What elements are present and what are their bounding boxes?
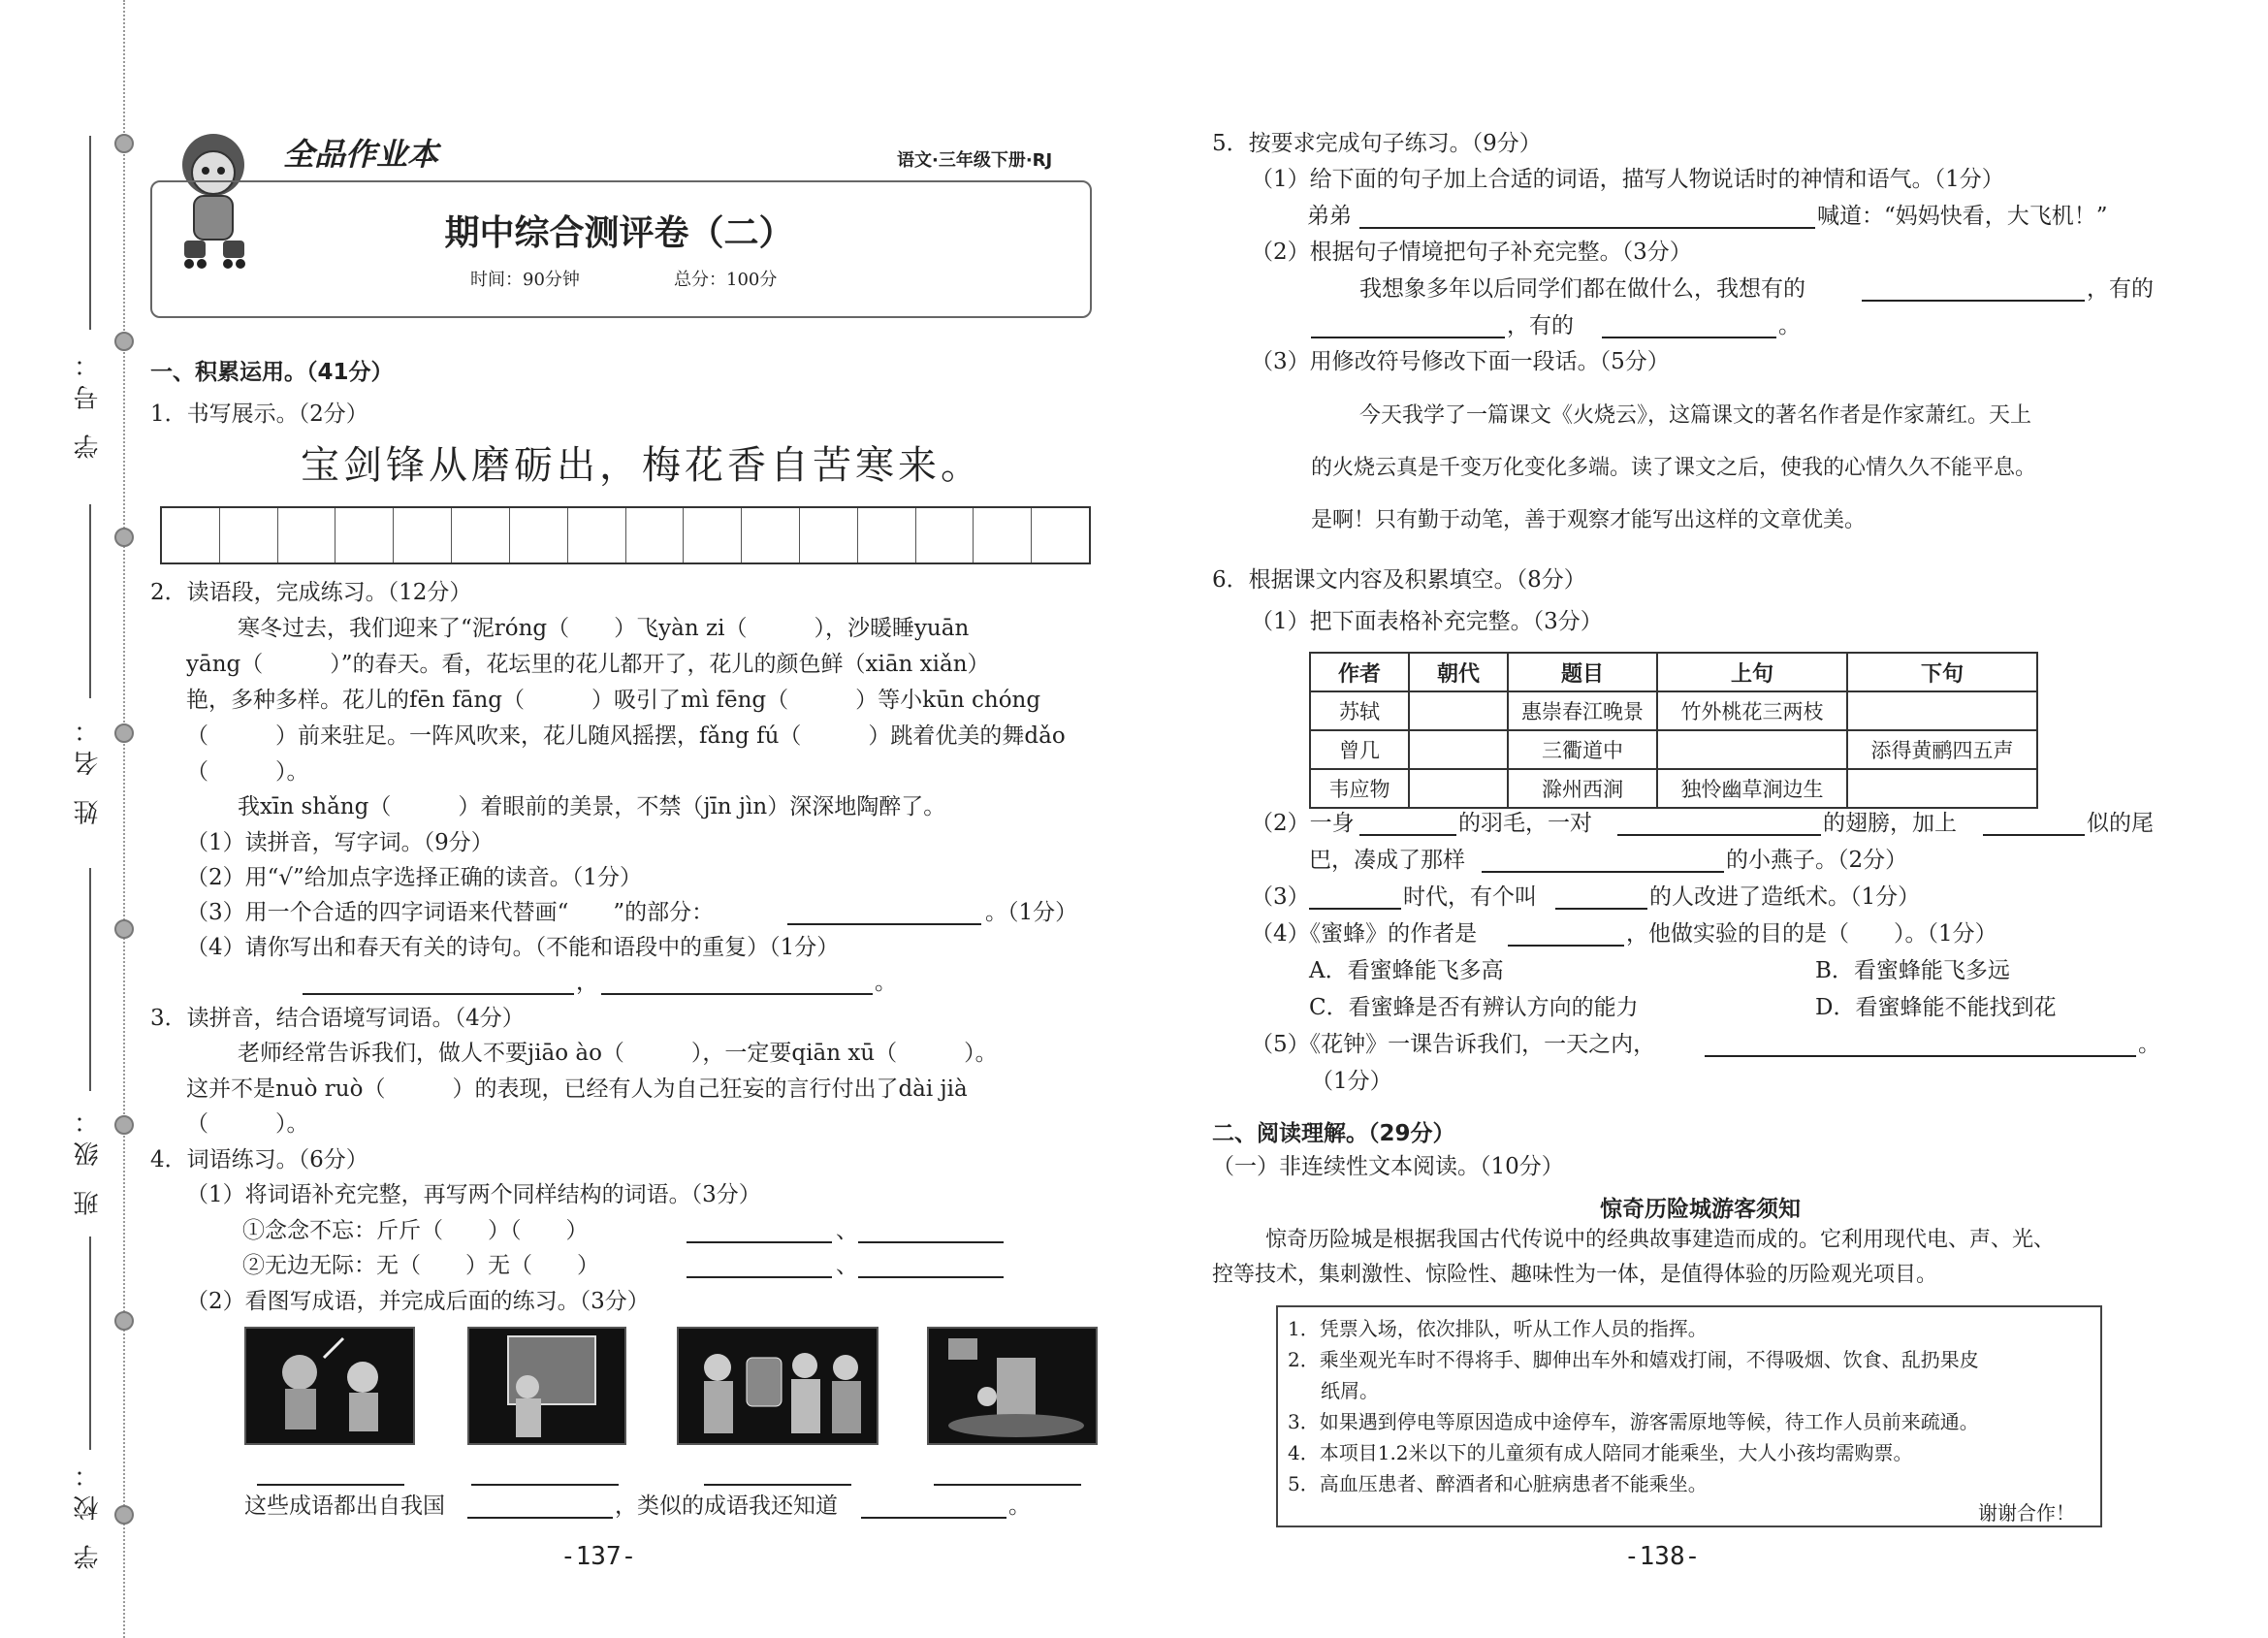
answer-blank[interactable]: [861, 1517, 1006, 1519]
school-label: 学 校：: [74, 1455, 103, 1570]
rule-item: 纸屑。: [1321, 1379, 1379, 1402]
dun-mark: 、: [836, 1253, 858, 1278]
table-cell: 三衢道中: [1508, 730, 1657, 769]
answer-blank[interactable]: [1311, 337, 1505, 338]
q4-item-a: ①念念不忘：斤斤（ ）（ ）: [242, 1218, 589, 1243]
idiom-answer-2[interactable]: [471, 1484, 619, 1486]
q1-heading: 1．书写展示。（2分）: [150, 401, 368, 427]
q6-sub-1: （1）把下面表格补充完整。（3分）: [1251, 609, 1603, 634]
table-cell: 独怜幽草涧边生: [1657, 769, 1847, 808]
binding-hole: [114, 1505, 134, 1525]
poem-table: [1309, 652, 2038, 809]
q5-sub-1: （1）给下面的句子加上合适的词语，描写人物说话时的神情和语气。（1分）: [1251, 167, 2004, 192]
student-id-line[interactable]: [89, 136, 91, 330]
table-cell: 曾几: [1310, 730, 1409, 769]
q6-2-text: 的小燕子。（2分）: [1726, 848, 1908, 873]
q4-heading: 4．词语练习。（6分）: [150, 1147, 368, 1172]
binding-perforation: [123, 0, 125, 1638]
binding-hole: [114, 723, 134, 743]
rule-item: 2．乘坐观光车时不得将手、脚伸出车外和嬉戏打闹，不得吸烟、饮食、乱扔果皮: [1288, 1348, 1979, 1371]
q3-line: 这并不是nuò ruò（ ）的表现，已经有人为自己狂妄的言行付出了dài jià: [186, 1076, 968, 1102]
rule-item: 5．高血压患者、醉酒者和心脏病患者不能乘坐。: [1288, 1472, 1708, 1495]
q3-heading: 3．读拼音，结合语境写词语。（4分）: [150, 1006, 525, 1031]
answer-blank[interactable]: [1705, 1055, 2136, 1057]
q6-sub-2: （2）一身: [1251, 811, 1355, 836]
notice-intro: 惊奇历险城是根据我国古代传说中的经典故事建造而成的。它利用现代电、声、光、: [1265, 1228, 2056, 1252]
q6-2-text: 巴，凑成了那样: [1309, 848, 1465, 873]
dun-mark: 、: [836, 1218, 858, 1243]
class-label: 班 级：: [74, 1101, 103, 1216]
answer-blank[interactable]: [601, 993, 873, 995]
comma: ，: [576, 970, 598, 995]
answer-blank[interactable]: [1309, 908, 1401, 910]
idiom-picture-2: [467, 1327, 626, 1445]
q2-sub-4: （4）请你写出和春天有关的诗句。（不能和语段中的重复）（1分）: [186, 935, 840, 960]
q6-4-text: ，他做实验的目的是（ ）。（1分）: [1626, 921, 1997, 947]
answer-blank[interactable]: [1359, 227, 1815, 229]
period: 。: [1008, 1493, 1031, 1519]
answer-blank[interactable]: [1555, 908, 1647, 910]
table-header-row: [1310, 653, 2037, 691]
period: 。: [875, 970, 897, 995]
option-b[interactable]: B．看蜜蜂能飞多远: [1815, 958, 2010, 983]
idiom-answer-1[interactable]: [257, 1484, 404, 1486]
table-cell: 竹外桃花三两枝: [1657, 691, 1847, 730]
q6-heading: 6．根据课文内容及积累填空。（8分）: [1212, 567, 1586, 593]
binding-hole: [114, 919, 134, 939]
brand-logo: 全品作业本: [283, 136, 439, 173]
edit-passage-line: 是啊！只有勤于动笔，善于观察才能写出这样的文章优美。: [1311, 508, 1867, 532]
q5-2-text: ，有的: [2087, 276, 2154, 302]
exam-time: 时间：90分钟: [470, 270, 580, 290]
q6-2-text: 的羽毛，一对: [1458, 811, 1592, 836]
answer-blank[interactable]: [303, 993, 574, 995]
q2-sub-3: （3）用一个合适的四字词语来代替画“ ”的部分：: [186, 900, 715, 925]
section-2-heading: 二、阅读理解。（29分）: [1212, 1121, 1455, 1146]
notice-intro: 控等技术，集刺激性、惊险性、趣味性为一体，是值得体验的历险观光项目。: [1212, 1263, 1938, 1287]
option-c[interactable]: C．看蜜蜂是否有辨认方向的能力: [1309, 995, 1639, 1020]
school-line[interactable]: [89, 1237, 91, 1450]
rules-thanks: 谢谢合作！: [1978, 1501, 2075, 1525]
table-row: [1310, 691, 2037, 730]
passage-line: 寒冬过去，我们迎来了“泥róng（ ）飞yàn zi（ ），沙暖睡yuān: [238, 616, 970, 641]
header-second-line: 下句: [1847, 653, 2037, 691]
passage-line: （ ）。: [186, 759, 309, 785]
table-cell-blank[interactable]: [1657, 730, 1847, 769]
page-title: 期中综合测评卷（二）: [444, 213, 794, 253]
exam-score: 总分：100分: [674, 270, 778, 290]
idiom-answer-4[interactable]: [934, 1484, 1081, 1486]
table-row: [1310, 730, 2037, 769]
edit-passage-line: 今天我学了一篇课文《火烧云》，这篇课文的著名作者是作家萧红。天上: [1359, 403, 2032, 428]
header-first-line: 上句: [1657, 653, 1847, 691]
header-title: 题目: [1508, 653, 1657, 691]
q3-line: （ ）。: [186, 1111, 309, 1137]
answer-blank[interactable]: [1482, 871, 1724, 873]
q5-2-text: 我想象多年以后同学们都在做什么，我想有的: [1359, 276, 1805, 302]
q5-2-text: ，有的: [1507, 313, 1574, 338]
answer-blank[interactable]: [687, 1241, 832, 1243]
edit-passage-line: 的火烧云真是千变万化变化多端。读了课文之后，使我的心情久久不能平息。: [1311, 456, 2037, 480]
q4-item-b: ②无边无际：无（ ）无（ ）: [242, 1253, 599, 1278]
answer-blank[interactable]: [858, 1241, 1004, 1243]
rule-item: 1．凭票入场，依次排队，听从工作人员的指挥。: [1288, 1317, 1708, 1340]
q2-heading: 2．读语段，完成练习。（12分）: [150, 580, 472, 605]
passage-line: 艳，多种多样。花儿的fēn fāng（ ）吸引了mì fēng（ ）等小kūn chóng: [186, 688, 1041, 713]
answer-blank[interactable]: [1617, 834, 1821, 836]
q2-sub-3-score: 。（1分）: [985, 900, 1078, 925]
answer-blank[interactable]: [467, 1517, 613, 1519]
period: 。: [2138, 1032, 2160, 1057]
student-id-label: 学 号：: [74, 344, 103, 460]
q5-heading: 5．按要求完成句子练习。（9分）: [1212, 131, 1542, 156]
answer-blank[interactable]: [858, 1276, 1004, 1278]
option-d[interactable]: D．看蜜蜂能不能找到花: [1815, 995, 2057, 1020]
q5-sub-3: （3）用修改符号修改下面一段话。（5分）: [1251, 349, 1670, 374]
table-cell-blank[interactable]: [1847, 769, 2037, 808]
page-number-right: -138-: [1624, 1542, 1701, 1571]
poem-line: 宝剑锋从磨砺出，梅花香自苦寒来。: [301, 443, 983, 488]
rule-item: 4．本项目1.2米以下的儿童须有成人陪同才能乘坐，大人小孩均需购票。: [1288, 1441, 1913, 1464]
q6-sub-4: （4）《蜜蜂》的作者是: [1251, 921, 1478, 947]
binding-hole: [114, 1311, 134, 1331]
idiom-picture-1: [244, 1327, 415, 1445]
q5-2-text: 。: [1778, 313, 1801, 338]
q4-end-text: 这些成语都出自我国: [244, 1493, 445, 1519]
table-cell-blank[interactable]: [1409, 730, 1508, 769]
q6-sub-3: （3）: [1251, 884, 1310, 910]
answer-blank[interactable]: [1983, 834, 2085, 836]
answer-blank[interactable]: [787, 923, 981, 925]
answer-blank[interactable]: [1359, 834, 1456, 836]
page-number-left: -137-: [560, 1542, 637, 1571]
q3-line: 老师经常告诉我们，做人不要jiāo ào（ ），一定要qiān xū（ ）。: [238, 1041, 998, 1066]
answer-blank[interactable]: [687, 1276, 832, 1278]
table-cell: 苏轼: [1310, 691, 1409, 730]
answer-blank[interactable]: [1508, 945, 1624, 947]
q6-2-text: 似的尾: [2087, 811, 2154, 836]
q2-sub-2: （2）用“√”给加点字选择正确的读音。（1分）: [186, 865, 642, 890]
q6-3-text: 时代，有个叫: [1403, 884, 1537, 910]
table-cell-blank[interactable]: [1409, 769, 1508, 808]
table-cell-blank[interactable]: [1409, 691, 1508, 730]
header-dynasty: 朝代: [1409, 653, 1508, 691]
option-a[interactable]: A．看蜜蜂能飞多高: [1309, 958, 1504, 983]
passage-line: yāng（ ）”的春天。看，花坛里的花儿都开了，花儿的颜色鲜（xiān xiǎn）: [186, 652, 990, 677]
q6-3-text: 的人改进了造纸术。（1分）: [1649, 884, 1921, 910]
section-1-heading: 一、积累运用。（41分）: [150, 360, 394, 385]
reading-subheading: （一）非连续性文本阅读。（10分）: [1212, 1154, 1564, 1179]
header-author: 作者: [1310, 653, 1409, 691]
table-cell: 韦应物: [1310, 769, 1409, 808]
q5-sub-2: （2）根据句子情境把句子补充完整。（3分）: [1251, 240, 1692, 265]
answer-blank[interactable]: [1602, 337, 1776, 338]
table-cell: 添得黄鹂四五声: [1847, 730, 2037, 769]
q4-sub-2: （2）看图写成语，并完成后面的练习。（3分）: [186, 1289, 650, 1314]
binding-hole: [114, 332, 134, 351]
name-label: 姓 名：: [74, 710, 103, 825]
idiom-picture-3: [677, 1327, 878, 1445]
writing-grid[interactable]: [160, 506, 1091, 564]
idiom-answer-3[interactable]: [704, 1484, 851, 1486]
q4-end-text: ，类似的成语我还知道: [615, 1493, 838, 1519]
table-cell-blank[interactable]: [1847, 691, 2037, 730]
notice-title: 惊奇历险城游客须知: [1600, 1197, 1801, 1222]
class-line[interactable]: [89, 868, 91, 1091]
q4-sub-1: （1）将词语补充完整，再写两个同样结构的词语。（3分）: [186, 1182, 761, 1207]
binding-hole: [114, 528, 134, 547]
idiom-picture-4: [927, 1327, 1098, 1445]
answer-blank[interactable]: [1862, 300, 2085, 302]
binding-hole: [114, 134, 134, 153]
table-cell: 滁州西涧: [1508, 769, 1657, 808]
q6-2-text: 的翅膀，加上: [1823, 811, 1957, 836]
q6-sub-5: （5）《花钟》一课告诉我们，一天之内，: [1251, 1032, 1656, 1057]
passage-line: 我xīn shǎng（ ）着眼前的美景，不禁（jīn jìn）深深地陶醉了。: [238, 794, 946, 819]
table-row: [1310, 769, 2037, 808]
table-cell: 惠崇春江晚景: [1508, 691, 1657, 730]
passage-line: （ ）前来驻足。一阵风吹来，花儿随风摇摆，fǎng fú（ ）跳着优美的舞dǎo: [186, 723, 1066, 749]
q5-1-text: 喊道：“妈妈快看，大飞机！”: [1817, 204, 2108, 229]
q2-sub-1: （1）读拼音，写字词。（9分）: [186, 830, 494, 855]
rule-item: 3．如果遇到停电等原因造成中途停车，游客需原地等候，待工作人员前来疏通。: [1288, 1410, 1979, 1433]
q6-5-score: （1分）: [1311, 1069, 1392, 1094]
subject-label: 语文·三年级下册·RJ: [897, 150, 1053, 171]
q5-1-text: 弟弟: [1307, 204, 1352, 229]
name-line[interactable]: [89, 504, 91, 698]
binding-hole: [114, 1115, 134, 1135]
